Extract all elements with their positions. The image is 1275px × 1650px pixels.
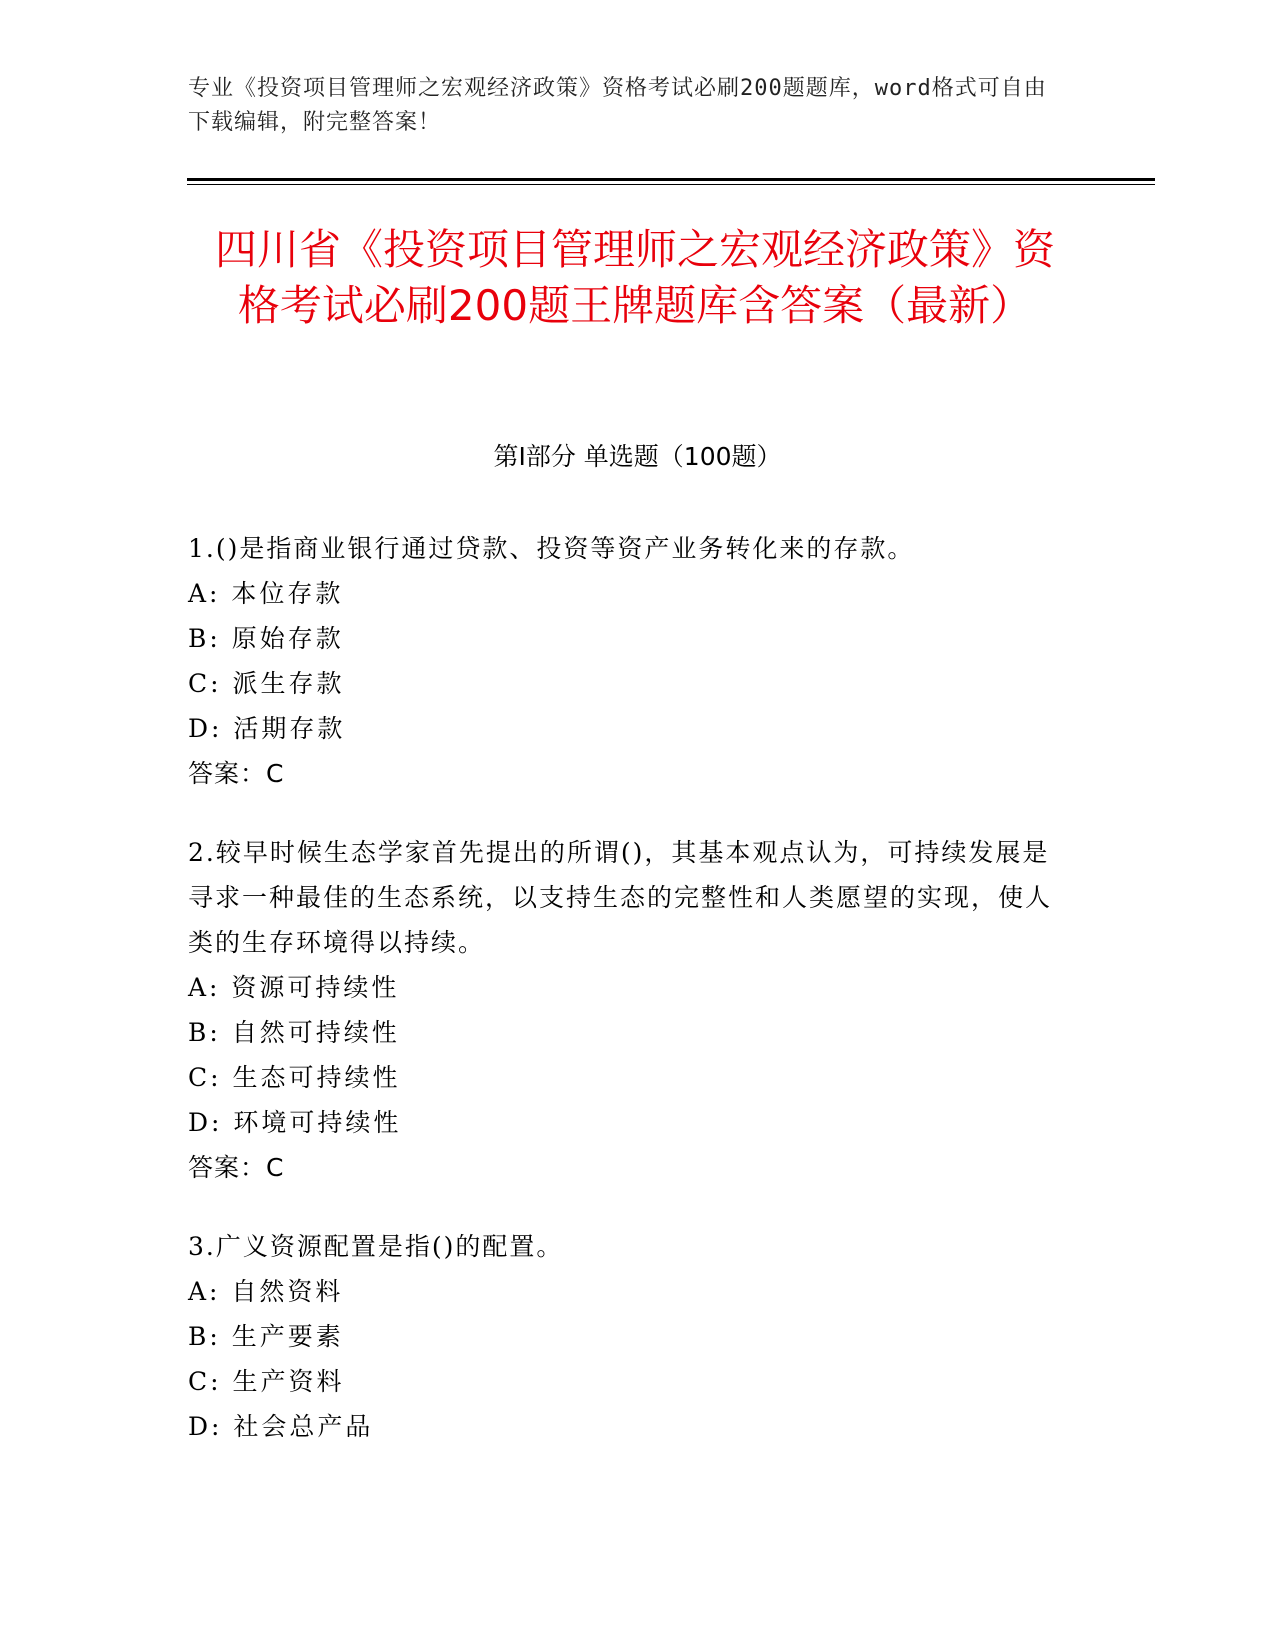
header-divider-thin: [187, 184, 1155, 185]
option-c: C: 派生存款: [188, 669, 345, 698]
section-heading: 第I部分 单选题（100题）: [493, 442, 782, 471]
option-b: B: 原始存款: [188, 624, 344, 653]
option-a: A: 本位存款: [188, 579, 344, 608]
question-1: [188, 526, 1068, 796]
option-d: D: 社会总产品: [188, 1412, 374, 1441]
header-note: 专业《投资项目管理师之宏观经济政策》资格考试必刷200题题库，word格式可自由下载编辑，附完整答案！: [188, 76, 1047, 135]
question-3: [188, 1224, 1068, 1449]
question-stem: 1.()是指商业银行通过贷款、投资等资产业务转化来的存款。: [188, 534, 915, 563]
option-c: C: 生态可持续性: [188, 1063, 401, 1092]
question-stem: 2.较早时候生态学家首先提出的所谓()，其基本观点认为，可持续发展是寻求一种最佳的生态系统，以支持生态的完整性和人类愿望的实现，使人类的生存环境得以持续。: [188, 838, 1053, 957]
document-title: 四川省《投资项目管理师之宏观经济政策》资格考试必刷200题王牌题库含答案（最新）: [214, 225, 1055, 330]
option-b: B: 自然可持续性: [188, 1018, 400, 1047]
option-b: B: 生产要素: [188, 1322, 344, 1351]
question-stem: 3.广义资源配置是指()的配置。: [188, 1232, 564, 1261]
answer: 答案：C: [188, 759, 285, 788]
option-d: D: 环境可持续性: [188, 1108, 402, 1137]
question-2: [188, 830, 1068, 1190]
option-a: A: 自然资料: [188, 1277, 344, 1306]
answer: 答案：C: [188, 1153, 285, 1182]
option-d: D: 活期存款: [188, 714, 346, 743]
question-list: [188, 526, 1068, 1483]
option-c: C: 生产资料: [188, 1367, 345, 1396]
header-divider-thick: [187, 178, 1155, 181]
option-a: A: 资源可持续性: [188, 973, 400, 1002]
